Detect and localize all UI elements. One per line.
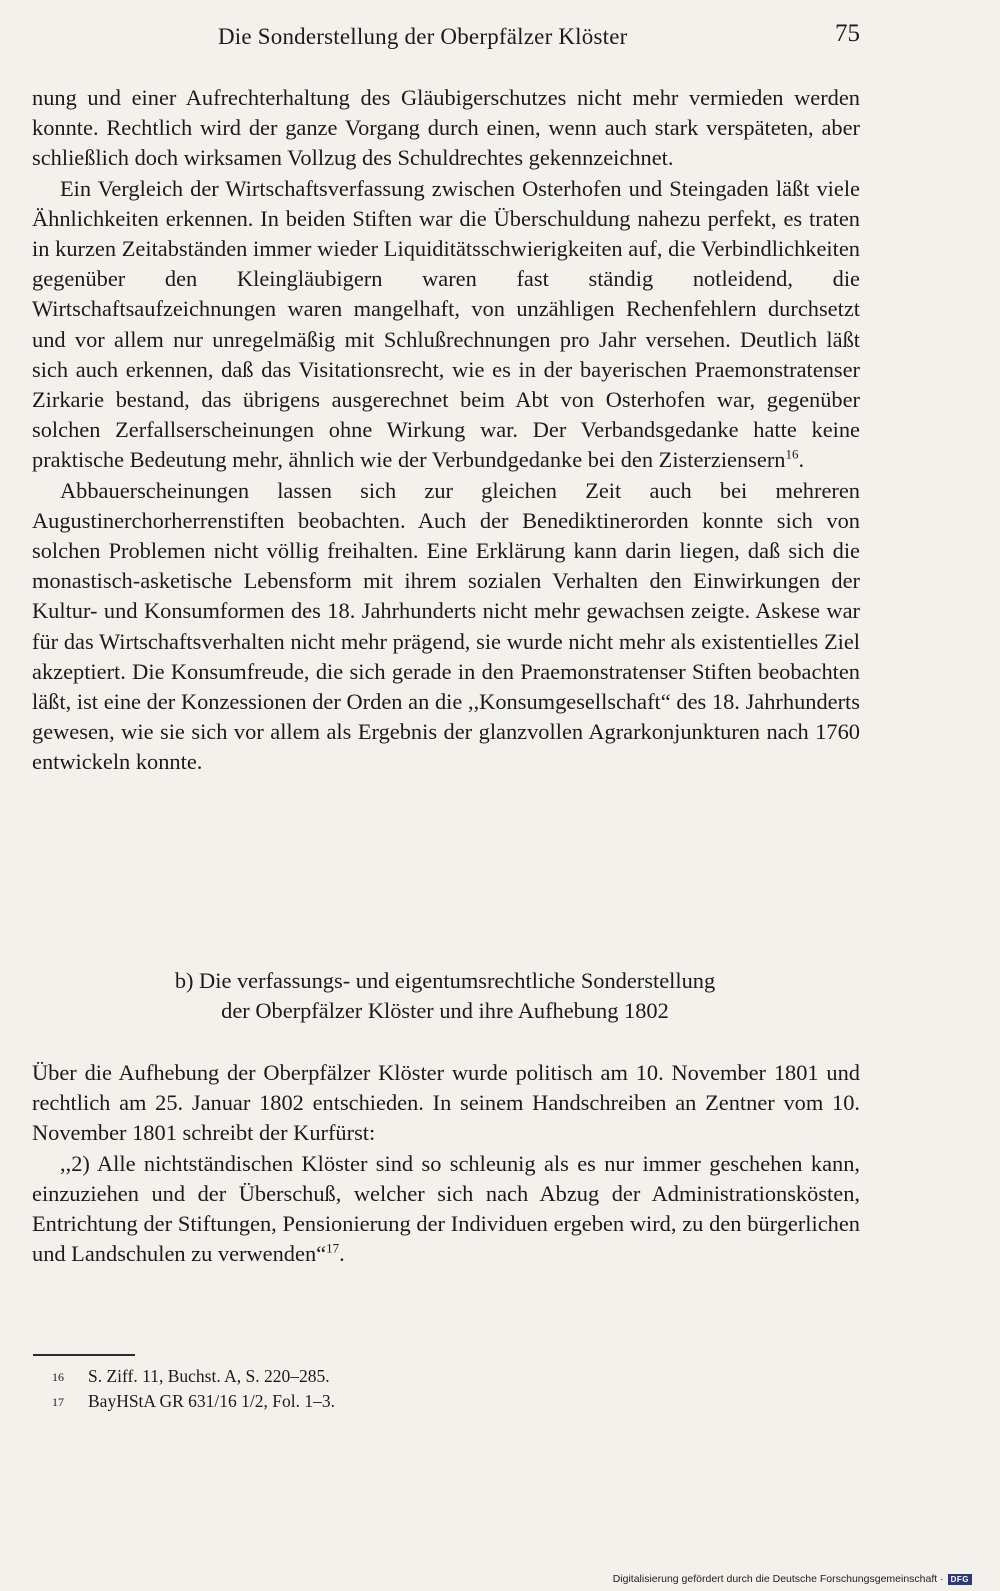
- running-header: [30, 20, 860, 58]
- section-heading-line-2: der Oberpfälzer Klöster und ihre Aufhebung 1802: [221, 998, 669, 1023]
- dfg-logo: DFG: [948, 1574, 972, 1585]
- footnote-ref[interactable]: 17: [326, 1240, 340, 1256]
- footnote-number: 17: [52, 1395, 64, 1409]
- paragraph: [32, 174, 860, 476]
- quote-text: ,,2) Alle nichtständischen Klöster sind so schleunig als es nur immer geschehen kann, einzuziehen und der Überschuß, welcher sich nach Abzug der Administrationskösten, Entrichtung der Stiftungen, Pensionierung der Individuen ergeben wird, zu den bürgerlichen und Landschulen zu verwenden“: [32, 1150, 860, 1267]
- credit-text: Digitalisierung gefördert durch die Deutsche Forschungsgemeinschaft ·: [612, 1573, 944, 1585]
- quote-end: .: [339, 1241, 345, 1267]
- body-text-section-2: [32, 1058, 860, 1269]
- paragraph: nung und einer Aufrechterhaltung des Gläubigerschutzes nicht mehr vermieden werden konnte. Rechtlich wird der ganze Vorgang durch einen, wenn auch stark verspäteten, aber schließlich doch wirksamen Vollzug des Schuldrechtes gekennzeichnet.: [32, 85, 860, 171]
- page-number: 75: [835, 20, 860, 47]
- footnote-text: BayHStA GR 631/16 1/2, Fol. 1–3.: [88, 1391, 335, 1411]
- digitization-credit: [613, 1573, 972, 1585]
- paragraph: Abbauerscheinungen lassen sich zur gleichen Zeit auch bei mehreren Augustinerchorherrenstiften beobachten. Auch der Benediktinerorden konnte sich von solchen Problemen nicht völlig freihalten. Eine Erklärung kann darin liegen, daß sich die monastisch-asketische Lebensform mit ihrem sozialen Verhalten den Einwirkungen der Kultur- und Konsumformen des 18. Jahrhunderts nicht mehr gewachsen zeigte. Askese war für das Wirtschaftsverhalten nicht mehr prägend, sie wurde nicht mehr als existentielles Ziel akzeptiert. Die Konsumfreude, die sich gerade in den Praemonstratenser Stiften beobachten läßt, ist eine der Konzessionen der Orden an die ,,Konsumgesellschaft“ des 18. Jahrhunderts gewesen, wie sie sich vor allem als Ergebnis der glanzvollen Agrarkonjunkturen nach 1760 entwickeln konnte.: [32, 477, 860, 775]
- footnote: [52, 1364, 752, 1389]
- section-heading: [60, 966, 830, 1026]
- running-title: Die Sonderstellung der Oberpfälzer Klöster: [218, 24, 628, 49]
- footnote: [52, 1389, 752, 1414]
- footnote-number: 16: [52, 1370, 64, 1384]
- footnote-text: S. Ziff. 11, Buchst. A, S. 220–285.: [88, 1366, 330, 1386]
- quote-paragraph: [32, 1149, 860, 1270]
- paragraph-text: Ein Vergleich der Wirtschaftsverfassung zwischen Osterhofen und Steingaden läßt viele Ähnlichkeiten erkennen. In beiden Stiften war die Überschuldung nahezu perfekt, es traten in kurzen Zeitabständen immer wieder Liquiditätsschwierigkeiten auf, die Verbindlichkeiten gegenüber den Kleingläubigern waren fast ständig notleidend, die Wirtschaftsaufzeichnungen waren mangelhaft, von unzähligen Rechenfehlern durchsetzt und vor allem nur unregelmäßig mit Schlußrechnungen pro Jahr versehen. Deutlich läßt sich auch erkennen, daß das Visitationsrecht, wie es in der bayerischen Praemonstratenser Zirkarie bestand, das übrigens ausgerechnet beim Abt von Osterhofen war, gegenüber solchen Zerfallserscheinungen ohne Wirkung war. Der Verbandsgedanke hatte keine praktische Bedeutung mehr, ähnlich wie der Verbundgedanke bei den Zisterziensern: [32, 175, 860, 473]
- section-heading-line-1: b) Die verfassungs- und eigentumsrechtliche Sonderstellung: [174, 968, 716, 993]
- footnote-divider: [33, 1354, 135, 1356]
- footnote-ref[interactable]: 16: [785, 446, 799, 462]
- footnotes: [52, 1364, 752, 1414]
- paragraph-end: .: [798, 447, 805, 473]
- paragraph: Über die Aufhebung der Oberpfälzer Klöster wurde politisch am 10. November 1801 und rechtlich am 25. Januar 1802 entschieden. In seinem Handschreiben an Zentner vom 10. November 1801 schreibt der Kurfürst:: [32, 1060, 860, 1146]
- body-text-section-1: [32, 83, 860, 778]
